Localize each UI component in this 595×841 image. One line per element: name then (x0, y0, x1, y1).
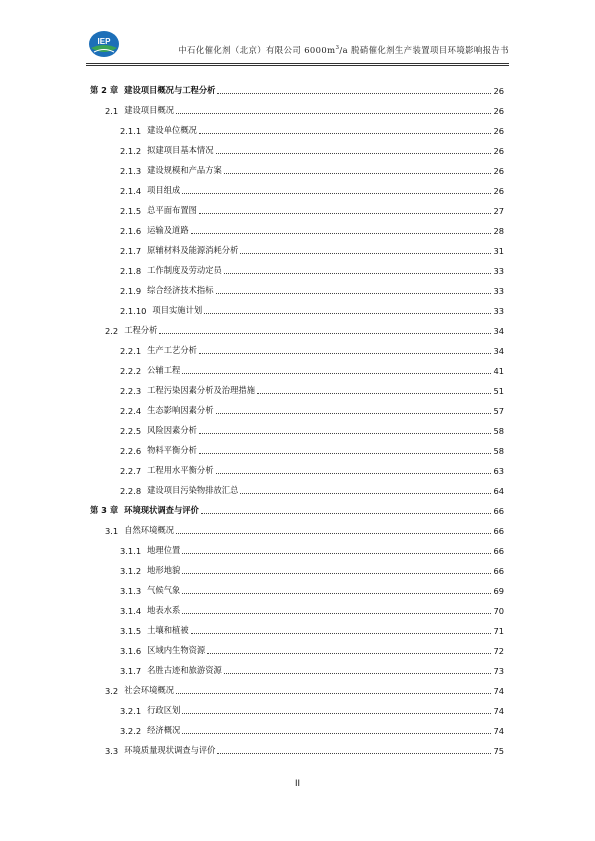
toc-leader-dots (182, 572, 491, 574)
toc-entry-number: 3.2.2 (120, 726, 142, 736)
toc-entry-title: 环境现状调查与评价 (124, 505, 199, 515)
toc-entry[interactable] (90, 736, 504, 756)
toc-leader-dots (216, 292, 492, 294)
toc-entry-number: 3.3 (105, 746, 119, 756)
toc-entry[interactable] (90, 556, 504, 576)
toc-entry-number: 2.1.7 (120, 246, 142, 256)
toc-leader-dots (207, 652, 491, 654)
toc-entry-number: 3.1.4 (120, 606, 142, 616)
toc-leader-dots (182, 592, 491, 594)
toc-entry[interactable] (90, 76, 504, 96)
toc-entry-number: 2.1.9 (120, 286, 142, 296)
toc-leader-dots (224, 672, 492, 674)
toc-entry[interactable] (90, 416, 504, 436)
toc-entry-title: 环境质量现状调查与评价 (124, 745, 216, 755)
toc-entry[interactable] (90, 276, 504, 296)
toc-entry-number: 2.2.7 (120, 466, 142, 476)
toc-leader-dots (216, 152, 492, 154)
toc-leader-dots (199, 352, 492, 354)
toc-leader-dots (182, 732, 491, 734)
toc-entry-title: 区域内生物资源 (147, 645, 206, 655)
toc-entry[interactable] (90, 116, 504, 136)
toc-entry-title: 工程用水平衡分析 (147, 465, 214, 475)
toc-entry-title: 公辅工程 (147, 365, 181, 375)
toc-entry-title: 自然环境概况 (124, 525, 174, 535)
toc-entry[interactable] (90, 596, 504, 616)
toc-entry[interactable] (90, 716, 504, 736)
logo-text: IEP (97, 37, 111, 46)
toc-entry-title: 生态影响因素分析 (147, 405, 214, 415)
toc-entry[interactable] (90, 96, 504, 116)
toc-entry[interactable] (90, 396, 504, 416)
toc-entry-page: 34 (493, 326, 504, 336)
toc-entry-number: 3.1.1 (120, 546, 142, 556)
toc-entry-number: 2.2.6 (120, 446, 142, 456)
toc-entry-number: 3.2 (105, 686, 119, 696)
toc-entry[interactable] (90, 316, 504, 336)
toc-entry[interactable] (90, 696, 504, 716)
toc-entry-title: 气候气象 (147, 585, 181, 595)
toc-leader-dots (182, 192, 491, 194)
table-of-contents (90, 76, 504, 756)
toc-entry-page: 71 (493, 626, 504, 636)
toc-leader-dots (182, 612, 491, 614)
toc-entry[interactable] (90, 436, 504, 456)
toc-entry-page: 34 (493, 346, 504, 356)
toc-entry-number: 2.1.10 (120, 306, 147, 316)
toc-entry[interactable] (90, 576, 504, 596)
toc-entry-page: 33 (493, 286, 504, 296)
toc-entry-page: 26 (493, 166, 504, 176)
toc-entry[interactable] (90, 656, 504, 676)
toc-entry[interactable] (90, 196, 504, 216)
toc-entry[interactable] (90, 516, 504, 536)
toc-leader-dots (199, 432, 492, 434)
toc-entry-title: 土壤和植被 (147, 625, 189, 635)
toc-entry-page: 75 (493, 746, 504, 756)
toc-entry-title: 建设项目概况与工程分析 (124, 85, 216, 95)
toc-leader-dots (199, 132, 492, 134)
toc-entry-page: 26 (493, 86, 504, 96)
toc-entry-page: 51 (493, 386, 504, 396)
toc-leader-dots (199, 452, 492, 454)
toc-entry-title: 运输及道路 (147, 225, 189, 235)
toc-entry-page: 31 (493, 246, 504, 256)
page-header (0, 0, 595, 70)
toc-entry-page: 33 (493, 266, 504, 276)
toc-entry-number: 第 2 章 (90, 85, 119, 95)
toc-entry-number: 2.2.3 (120, 386, 142, 396)
toc-entry-page: 66 (493, 566, 504, 576)
toc-leader-dots (199, 212, 492, 214)
toc-entry-number: 2.2 (105, 326, 119, 336)
toc-entry-page: 58 (493, 446, 504, 456)
toc-entry-page: 66 (493, 526, 504, 536)
toc-leader-dots (191, 632, 492, 634)
toc-entry-title: 社会环境概况 (124, 685, 174, 695)
toc-entry-title: 风险因素分析 (147, 425, 197, 435)
toc-entry[interactable] (90, 156, 504, 176)
toc-entry[interactable] (90, 356, 504, 376)
toc-entry-page: 69 (493, 586, 504, 596)
toc-entry-page: 74 (493, 686, 504, 696)
toc-entry-title: 地表水系 (147, 605, 181, 615)
toc-leader-dots (217, 92, 491, 94)
toc-entry-number: 3.1 (105, 526, 119, 536)
toc-entry-page: 64 (493, 486, 504, 496)
toc-entry-page: 28 (493, 226, 504, 236)
toc-entry-title: 建设规模和产品方案 (147, 165, 222, 175)
toc-entry[interactable] (90, 296, 504, 316)
toc-leader-dots (216, 472, 492, 474)
toc-entry-number: 2.1.3 (120, 166, 142, 176)
toc-entry-number: 3.1.3 (120, 586, 142, 596)
toc-entry-page: 26 (493, 186, 504, 196)
toc-entry-title: 工作制度及劳动定员 (147, 265, 222, 275)
toc-leader-dots (182, 552, 491, 554)
toc-entry-page: 74 (493, 726, 504, 736)
toc-entry[interactable] (90, 496, 504, 516)
toc-entry-title: 项目组成 (147, 185, 181, 195)
toc-entry-page: 66 (493, 546, 504, 556)
toc-leader-dots (204, 312, 491, 314)
toc-leader-dots (176, 532, 491, 534)
toc-entry[interactable] (90, 176, 504, 196)
toc-leader-dots (257, 392, 491, 394)
toc-entry-title: 工程分析 (124, 325, 158, 335)
toc-entry[interactable] (90, 456, 504, 476)
toc-entry-number: 2.2.8 (120, 486, 142, 496)
toc-entry[interactable] (90, 476, 504, 496)
toc-entry-title: 总平面布置图 (147, 205, 197, 215)
toc-entry[interactable] (90, 236, 504, 256)
toc-entry-number: 3.2.1 (120, 706, 142, 716)
toc-entry[interactable] (90, 536, 504, 556)
toc-entry-number: 2.1.2 (120, 146, 142, 156)
toc-entry[interactable] (90, 636, 504, 656)
toc-entry-number: 2.2.5 (120, 426, 142, 436)
toc-entry-number: 2.1.4 (120, 186, 142, 196)
toc-entry-page: 26 (493, 146, 504, 156)
toc-entry-page: 41 (493, 366, 504, 376)
toc-entry-title: 建设项目概况 (124, 105, 174, 115)
toc-entry-page: 27 (493, 206, 504, 216)
toc-entry-page: 70 (493, 606, 504, 616)
toc-entry-title: 工程污染因素分析及治理措施 (147, 385, 255, 395)
toc-leader-dots (182, 372, 491, 374)
toc-leader-dots (216, 412, 492, 414)
toc-leader-dots (176, 692, 491, 694)
toc-entry-title: 地理位置 (147, 545, 181, 555)
toc-entry-number: 3.1.7 (120, 666, 142, 676)
toc-entry-page: 57 (493, 406, 504, 416)
toc-entry-title: 行政区划 (147, 705, 181, 715)
toc-entry-page: 33 (493, 306, 504, 316)
toc-entry[interactable] (90, 676, 504, 696)
toc-entry-title: 原辅材料及能源消耗分析 (147, 245, 239, 255)
toc-entry-page: 72 (493, 646, 504, 656)
toc-leader-dots (182, 712, 491, 714)
toc-entry[interactable] (90, 136, 504, 156)
toc-entry-page: 58 (493, 426, 504, 436)
toc-leader-dots (176, 112, 491, 114)
toc-entry-page: 63 (493, 466, 504, 476)
toc-entry-number: 2.1.5 (120, 206, 142, 216)
toc-leader-dots (191, 232, 492, 234)
iep-logo (86, 30, 122, 60)
toc-leader-dots (224, 172, 492, 174)
toc-entry-page: 66 (493, 506, 504, 516)
title-superscript: 3 (335, 45, 340, 52)
toc-entry-number: 第 3 章 (90, 505, 119, 515)
header-divider (86, 63, 509, 64)
toc-leader-dots (240, 492, 491, 494)
toc-leader-dots (240, 252, 491, 254)
toc-entry-number: 2.2.1 (120, 346, 142, 356)
toc-entry-number: 3.1.2 (120, 566, 142, 576)
toc-entry[interactable] (90, 216, 504, 236)
toc-entry[interactable] (90, 616, 504, 636)
toc-entry-page: 26 (493, 106, 504, 116)
toc-entry-title: 地形地貌 (147, 565, 181, 575)
toc-entry-number: 2.1 (105, 106, 119, 116)
toc-leader-dots (159, 332, 491, 334)
toc-entry-page: 73 (493, 666, 504, 676)
header-divider-thin (86, 65, 509, 66)
toc-entry[interactable] (90, 256, 504, 276)
toc-entry-title: 综合经济技术指标 (147, 285, 214, 295)
title-part-2: /a 脱硝催化剂生产装置项目环境影响报告书 (339, 45, 509, 55)
toc-entry-title: 名胜古迹和旅游资源 (147, 665, 222, 675)
toc-entry-number: 2.2.4 (120, 406, 142, 416)
toc-entry-number: 2.1.1 (120, 126, 142, 136)
toc-entry-title: 建设单位概况 (147, 125, 197, 135)
toc-entry[interactable] (90, 376, 504, 396)
toc-entry-title: 项目实施计划 (152, 305, 203, 315)
toc-entry-number: 3.1.5 (120, 626, 142, 636)
toc-leader-dots (201, 512, 492, 514)
toc-entry-page: 26 (493, 126, 504, 136)
toc-entry-number: 2.2.2 (120, 366, 142, 376)
toc-leader-dots (224, 272, 492, 274)
toc-entry-title: 拟建项目基本情况 (147, 145, 214, 155)
toc-entry-number: 3.1.6 (120, 646, 142, 656)
toc-entry-title: 生产工艺分析 (147, 345, 197, 355)
page-number: II (294, 779, 300, 789)
document-title (178, 44, 509, 56)
toc-entry-title: 建设项目污染物排放汇总 (147, 485, 239, 495)
toc-entry-number: 2.1.8 (120, 266, 142, 276)
toc-entry-title: 物料平衡分析 (147, 445, 197, 455)
toc-entry[interactable] (90, 336, 504, 356)
toc-entry-page: 74 (493, 706, 504, 716)
toc-entry-title: 经济概况 (147, 725, 181, 735)
title-part-1: 中石化催化剂（北京）有限公司 6000m (178, 45, 336, 55)
toc-leader-dots (217, 752, 491, 754)
toc-entry-number: 2.1.6 (120, 226, 142, 236)
